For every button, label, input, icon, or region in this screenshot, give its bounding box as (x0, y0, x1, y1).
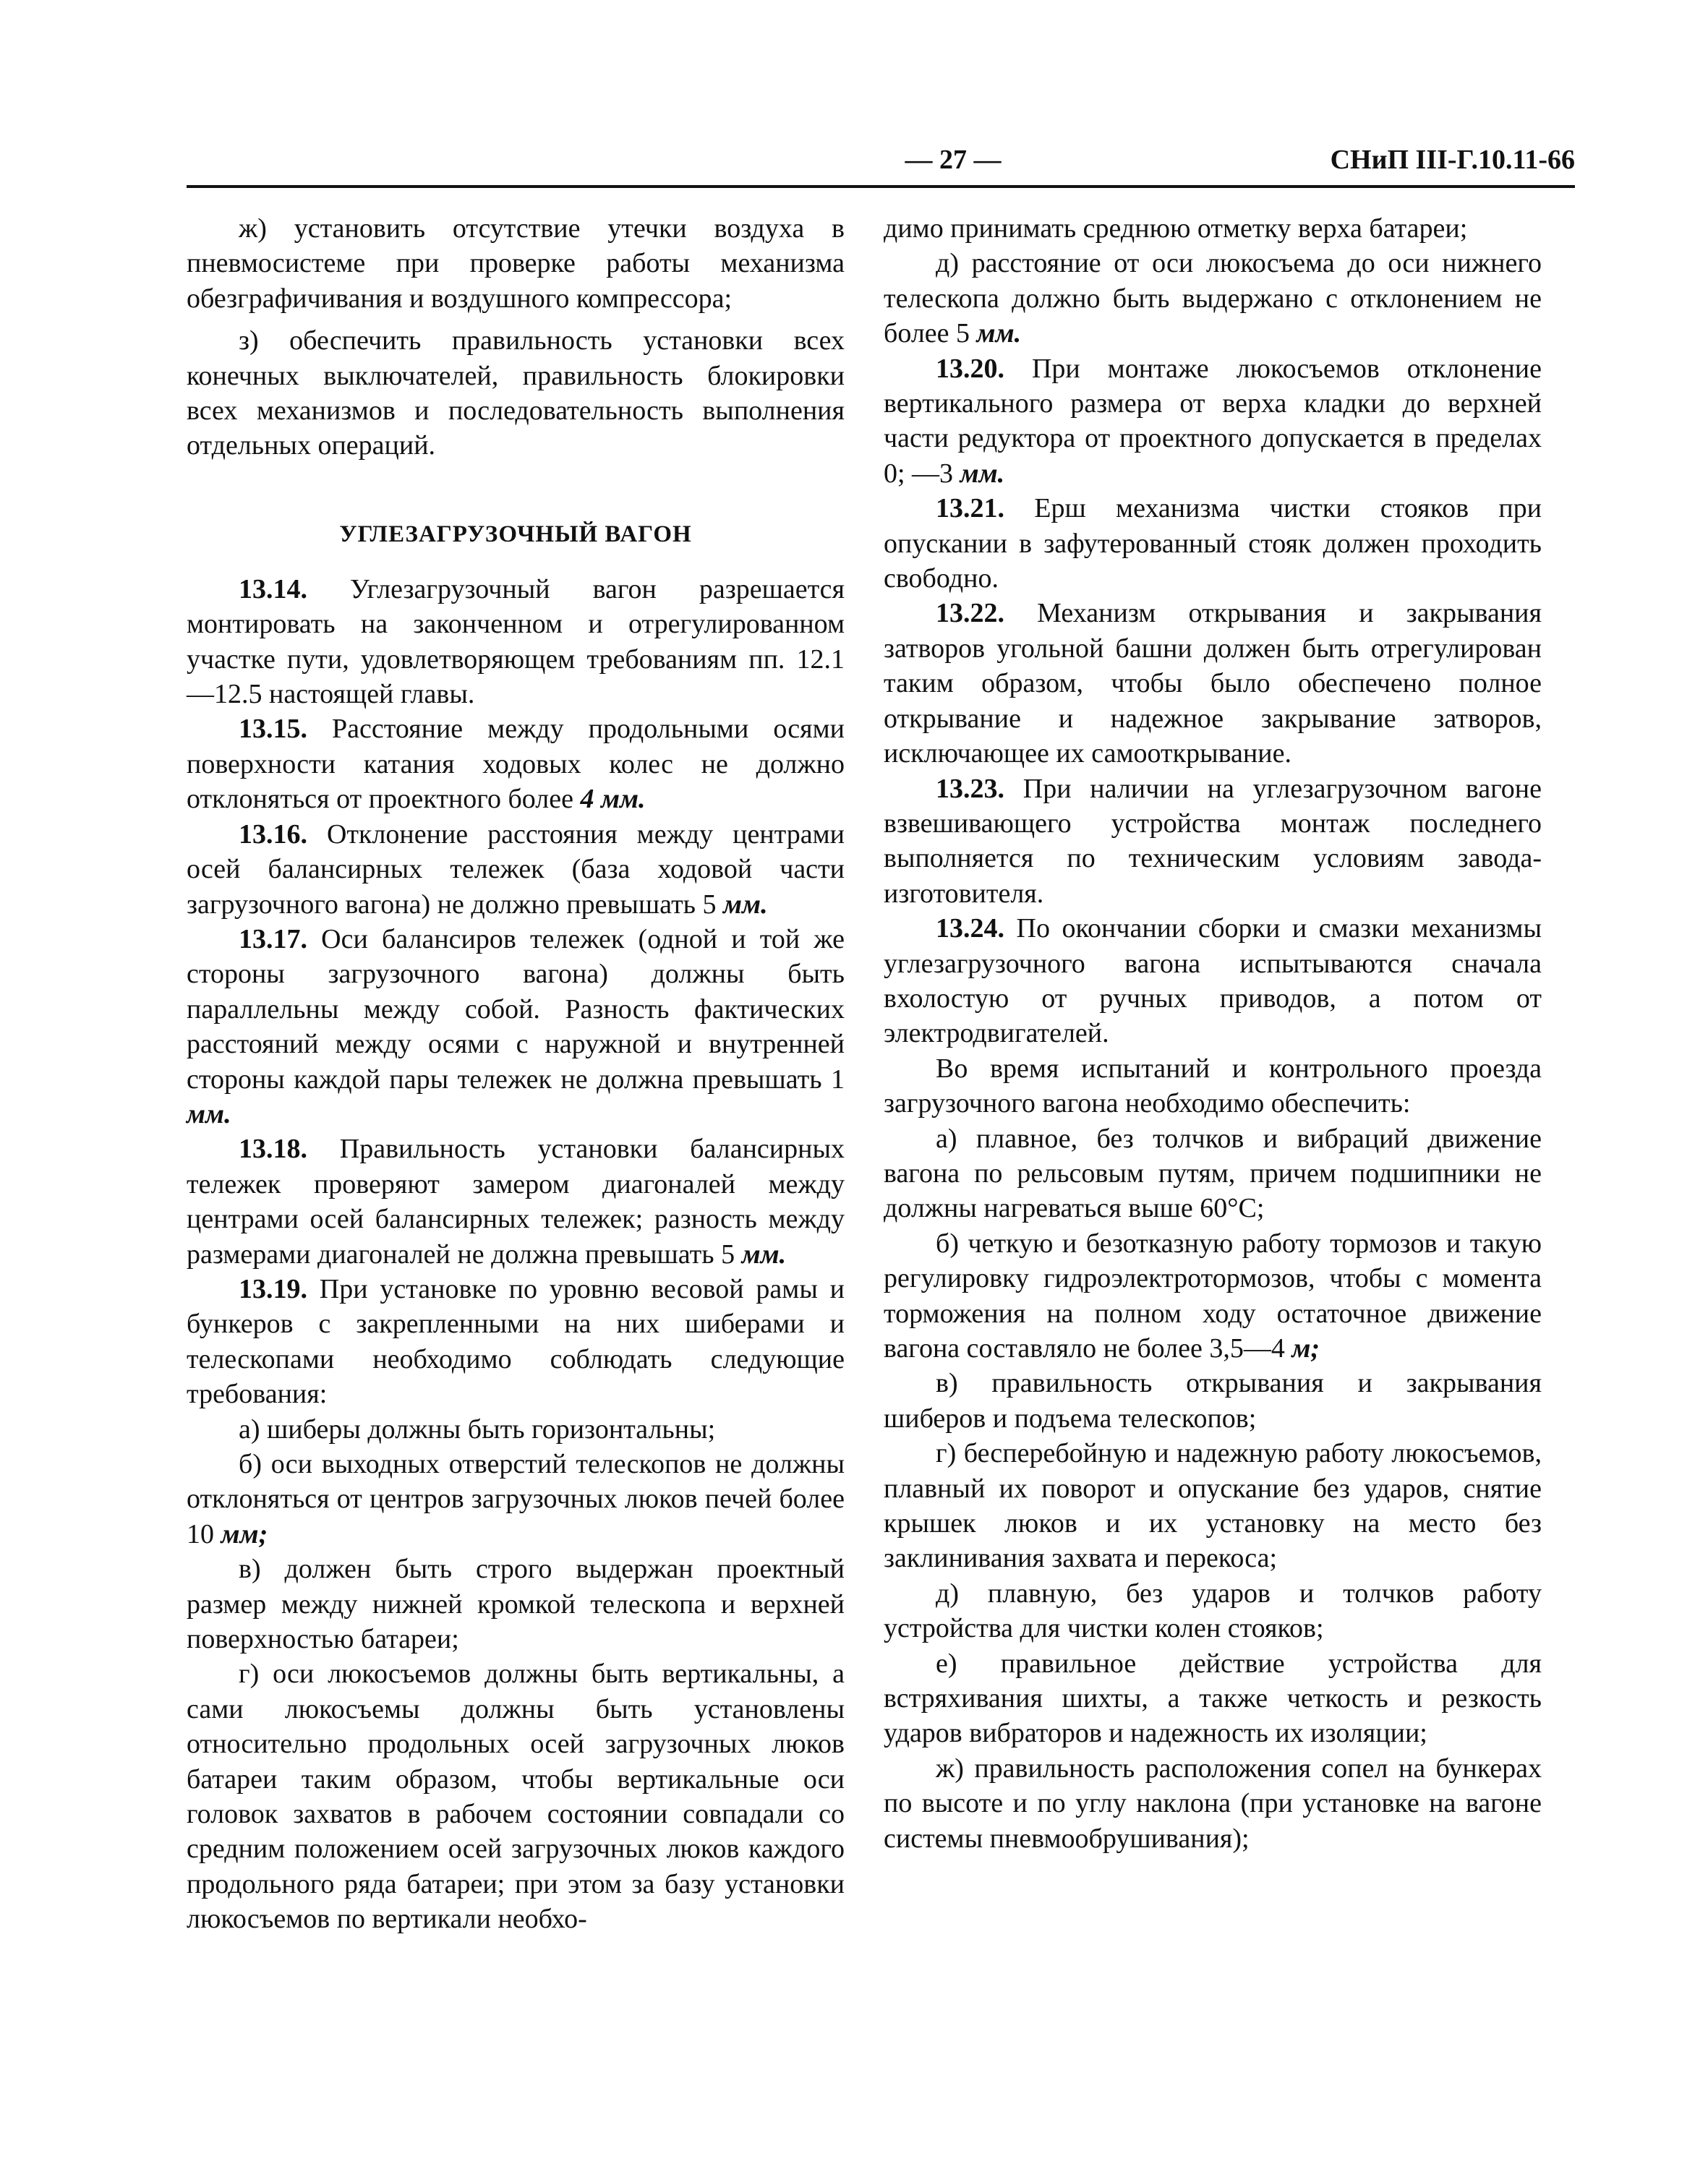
paragraph-zh: ж) установить отсутствие утечки воздуха в пневмосистеме при проверке работы механизма обезграфичивания и воздушного компрессора; (187, 213, 845, 314)
clause-text: Углезагрузочный вагон разрешается монтировать на законченном и отрегулированном участке пути, удовлетворяющем требованиям пп. 12.1—12.5 настоящей главы. (187, 573, 845, 710)
clause-13-14 (187, 572, 845, 712)
clause-text: По окончании сборки и смазки механизмы углезагрузочного вагона испытываются сначала вхолостую от ручных приводов, а потом от электродвигателей. (884, 913, 1542, 1049)
continued-paragraph: димо принимать среднюю отметку верха батареи; (884, 213, 1468, 244)
header-rule (187, 185, 1575, 188)
paragraph-z: з) обеспечить правильность установки всех конечных выключателей, правильность блокировки всех механизмов и последовательность выполнения отдельных операций. (187, 325, 845, 461)
test-item-v: в) правильность открывания и закрывания шиберов и подъема телескопов; (884, 1368, 1542, 1434)
clause-value: 4 мм. (580, 784, 646, 815)
clause-13-19 (187, 1272, 845, 1412)
clause-text: Механизм открывания и закрывания затворов угольной башни должен быть отрегулирован таким образом, чтобы было обеспечено полное открывание и надежное закрывание затворов, исключающее их самооткрывание. (884, 598, 1542, 769)
item-d (884, 246, 1542, 351)
item-unit: мм. (976, 318, 1022, 349)
clause-13-18 (187, 1132, 845, 1272)
item-g: г) оси люкосъемов должны быть вертикальны, а сами люкосъемы должны быть установлены относительно продольных осей загрузочных люков батареи таким образом, чтобы вертикальные оси головок захватов в рабочем состоянии совпадали со средним положением осей загрузочных люков каждого продольного ряда батареи; при этом за базу установки люкосъемов по вертикали необхо- (187, 1659, 845, 1935)
clause-number: 13.16. (239, 818, 307, 850)
item-a: а) шиберы должны быть горизонтальны; (239, 1413, 716, 1445)
left-column (187, 211, 845, 1937)
clause-text: Оси балансиров тележек (одной и той же стороны загрузочного вагона) должны быть параллельны между собой. Разность фактических расстояний между осями с наружной и внутренней стороны каждой пары тележек не должна превышать 1 (187, 923, 845, 1095)
clause-13-23 (884, 771, 1542, 912)
test-item-d: д) плавную, без ударов и толчков работу устройства для чистки колен стояков; (884, 1578, 1542, 1644)
clause-number: 13.18. (239, 1134, 307, 1165)
clause-13-15 (187, 711, 845, 816)
clause-13-20 (884, 351, 1542, 492)
clause-text: Правильность установки балансирных тележек проверяют замером диагоналей между центрами осей балансирных тележек; разность между размерами диагоналей не должна превышать 5 (187, 1134, 845, 1270)
clause-text: При наличии на углезагрузочном вагоне взвешивающего устройства монтаж последнего выполняется по техническим условиям завода-изготовителя. (884, 773, 1542, 909)
clause-unit: мм. (187, 1098, 231, 1129)
clause-number: 13.17. (239, 923, 307, 954)
clause-number: 13.19. (239, 1273, 307, 1304)
clause-text: Расстояние между продольными осями поверхности катания ходовых колес не должно отклоняться от проектного более (187, 714, 845, 815)
clause-number: 13.24. (936, 913, 1004, 944)
clause-unit: мм. (741, 1239, 787, 1270)
clause-number: 13.22. (936, 598, 1004, 629)
clause-text: При монтаже люкосъемов отклонение вертикального размера от верха кладки до верхней части редуктора от проектного допускается в пределах 0; —3 (884, 353, 1542, 489)
clause-13-21 (884, 491, 1542, 596)
test-item-g: г) бесперебойную и надежную работу люкосъемов, плавный их поворот и опускание без ударов, снятие крышек люков и их установку на место без заклинивания захвата и перекоса; (884, 1438, 1542, 1574)
item-unit: мм; (221, 1518, 268, 1549)
item-text: д) расстояние от оси люкосъема до оси нижнего телескопа должно быть выдержано с отклонением не более 5 (884, 248, 1542, 349)
clause-number: 13.23. (936, 773, 1004, 804)
right-column (884, 211, 1542, 1856)
clause-unit: мм. (723, 889, 768, 920)
clause-text: При установке по уровню весовой рамы и бункеров с закрепленными на них шиберами и телескопами необходимо соблюдать следующие требования: (187, 1273, 845, 1410)
item-text: б) оси выходных отверстий телескопов не должны отклоняться от центров загрузочных люков печей более 10 (187, 1449, 845, 1549)
clause-13-24 (884, 911, 1542, 1051)
clause-number: 13.21. (936, 493, 1004, 524)
page-header (187, 142, 1575, 178)
clause-13-16 (187, 817, 845, 922)
test-item-e: е) правильное действие устройства для встряхивания шихты, а также четкость и резкость ударов вибраторов и надежность их изоляции; (884, 1648, 1542, 1749)
item-text: б) четкую и безотказную работу тормозов и такую регулировку гидроэлектротормозов, чтобы с момента торможения на полном ходу остаточное движение вагона составляло не более 3,5—4 (884, 1228, 1542, 1364)
test-item-zh: ж) правильность расположения сопел на бункерах по высоте и по углу наклона (при установке на вагоне системы пневмообрушивания); (884, 1753, 1542, 1854)
test-intro: Во время испытаний и контрольного проезда загрузочного вагона необходимо обеспечить: (884, 1053, 1542, 1119)
item-unit: м; (1291, 1333, 1320, 1364)
clause-13-22 (884, 596, 1542, 771)
test-item-b (884, 1226, 1542, 1366)
clause-unit: мм. (960, 458, 1005, 489)
document-code: СНиП III-Г.10.11-66 (1330, 145, 1575, 175)
page-number: — 27 — (905, 145, 1002, 175)
section-title: УГЛЕЗАГРУЗОЧНЫЙ ВАГОН (339, 521, 692, 547)
item-b (187, 1447, 845, 1552)
clause-text: Отклонение расстояния между центрами осей балансирных тележек (база ходовой части загрузочного вагона) не должно превышать 5 (187, 818, 845, 920)
clause-number: 13.15. (239, 714, 307, 745)
clause-13-17 (187, 922, 845, 1132)
clause-number: 13.20. (936, 353, 1004, 384)
test-item-a: а) плавное, без толчков и вибраций движение вагона по рельсовым путям, причем подшипники не должны нагреваться выше 60°С; (884, 1123, 1542, 1224)
clause-text: Ерш механизма чистки стояков при опускании в зафутерованный стояк должен проходить свободно. (884, 493, 1542, 594)
clause-number: 13.14. (239, 573, 307, 604)
item-v: в) должен быть строго выдержан проектный размер между нижней кромкой телескопа и верхней поверхностью батареи; (187, 1554, 845, 1655)
